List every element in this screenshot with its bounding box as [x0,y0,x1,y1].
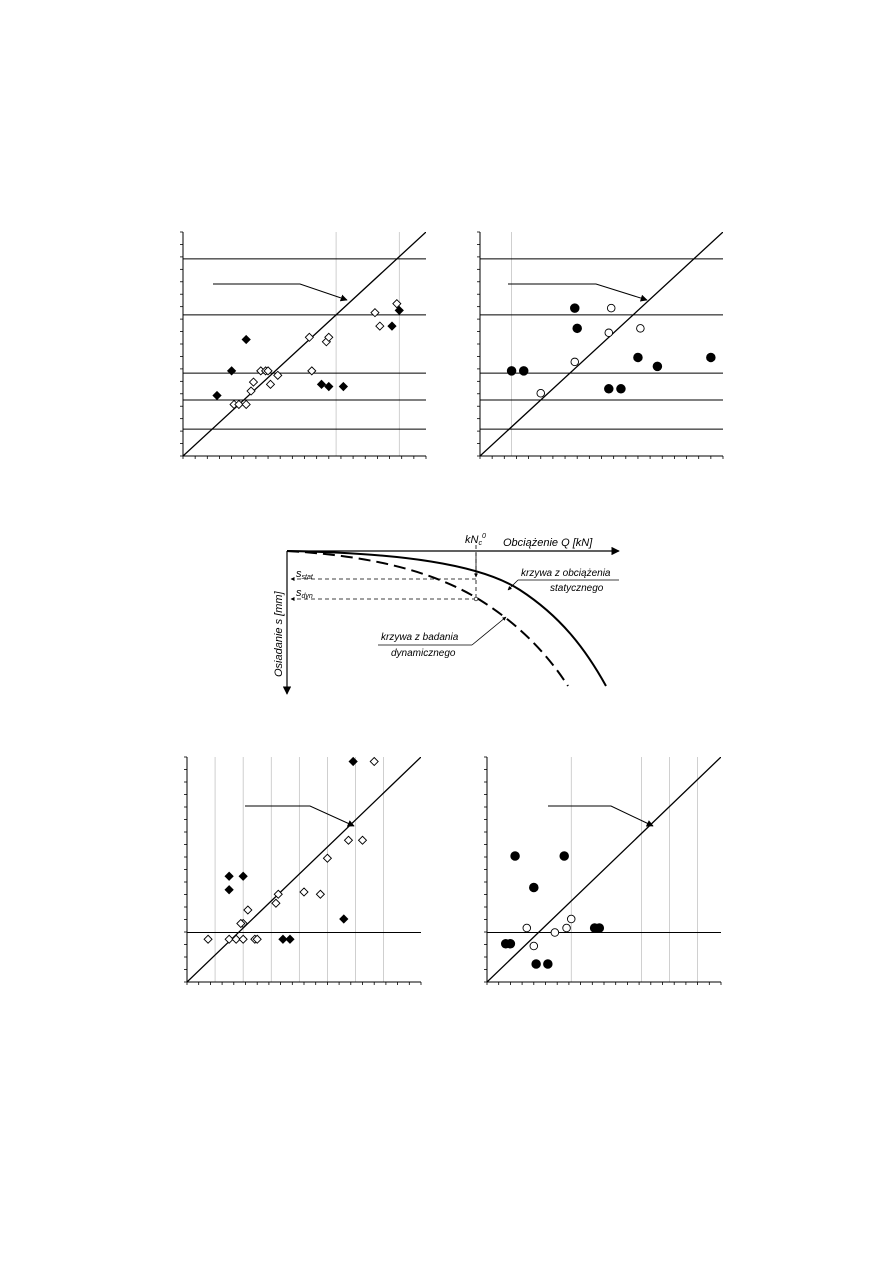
data-point-diamond-open [316,890,324,898]
data-point-circle-filled [530,883,539,892]
data-point-circle-open [530,942,538,950]
data-point-circle-open [537,389,545,397]
data-point-circle-open [551,929,559,937]
data-point-circle-filled [707,353,716,362]
data-point-circle-filled [653,362,662,371]
data-point-diamond-filled [228,367,236,375]
data-point-diamond-filled [213,392,221,400]
data-point-diamond-open [272,899,280,907]
data-point-diamond-open [305,333,313,341]
data-point-circle-filled [604,385,613,394]
data-point-circle-filled [560,852,569,861]
knc-label: kNc$^0$ [465,533,486,547]
annotation-leader [508,284,647,300]
data-point-diamond-filled [325,383,333,391]
data-point-diamond-open [266,380,274,388]
data-point-diamond-open [371,309,379,317]
data-point-diamond-open [344,836,352,844]
data-point-circle-open [607,304,615,312]
settlement-axis-label: Osiadanie s [mm] [273,591,285,677]
dynamic-curve-label-line2: dynamicznego [391,648,456,659]
scatter-panel-bottom-right [484,757,721,985]
load-settlement-diagram [273,533,619,694]
data-point-circle-filled [544,960,553,969]
data-point-circle-open [605,329,613,337]
data-point-diamond-open [308,367,316,375]
annotation-leader [213,284,347,300]
scatter-panel-top-left [180,232,426,459]
data-point-diamond-open [249,378,257,386]
data-point-diamond-filled [318,380,326,388]
data-point-diamond-open [239,935,247,943]
data-point-diamond-filled [242,336,250,344]
data-point-diamond-filled [225,886,233,894]
data-point-diamond-open [300,888,308,896]
scatter-panel-bottom-left [184,757,421,985]
data-point-circle-open [637,325,645,333]
data-point-diamond-filled [286,935,294,943]
data-point-circle-filled [519,367,528,376]
data-point-circle-filled [595,924,604,933]
data-point-circle-filled [570,304,579,313]
data-point-circle-filled [617,385,626,394]
data-point-diamond-open [247,387,255,395]
data-point-diamond-open [323,854,331,862]
data-point-circle-filled [532,960,541,969]
data-point-circle-filled [506,939,515,948]
data-point-diamond-filled [388,322,396,330]
one-to-one-line [487,757,721,982]
data-point-circle-open [567,915,575,923]
scatter-panel-top-right [477,232,723,459]
data-point-diamond-open [376,322,384,330]
dynamic-curve-label-line1: krzywa z badania [381,632,459,643]
dynamic-point-marker [474,597,478,601]
static-curve-label-line1: krzywa z obciążenia [521,568,611,579]
data-point-circle-open [523,924,531,932]
data-point-circle-filled [511,852,520,861]
data-point-circle-open [563,924,571,932]
s-dyn-label: sdyn [296,587,313,600]
data-point-diamond-open [370,758,378,766]
annotation-leader [548,806,653,826]
data-point-diamond-filled [340,915,348,923]
data-point-circle-filled [573,324,582,333]
data-point-circle-filled [507,367,516,376]
data-point-diamond-open [242,400,250,408]
data-point-diamond-filled [339,383,347,391]
data-point-diamond-filled [239,872,247,880]
data-point-diamond-filled [349,758,357,766]
data-point-circle-filled [634,353,643,362]
s-stat-label: sstat [296,568,313,581]
one-to-one-line [480,232,723,456]
one-to-one-line [187,757,421,982]
data-point-diamond-filled [225,872,233,880]
data-point-diamond-open [274,371,282,379]
data-point-diamond-open [244,906,252,914]
one-to-one-line [183,232,426,456]
load-axis-label: Obciążenie Q [kN] [503,537,593,549]
data-point-diamond-open [359,836,367,844]
static-curve-label-line2: statycznego [550,583,604,594]
dynamic-curve-leader [472,617,506,645]
data-point-diamond-open [204,935,212,943]
data-point-circle-open [571,358,579,366]
